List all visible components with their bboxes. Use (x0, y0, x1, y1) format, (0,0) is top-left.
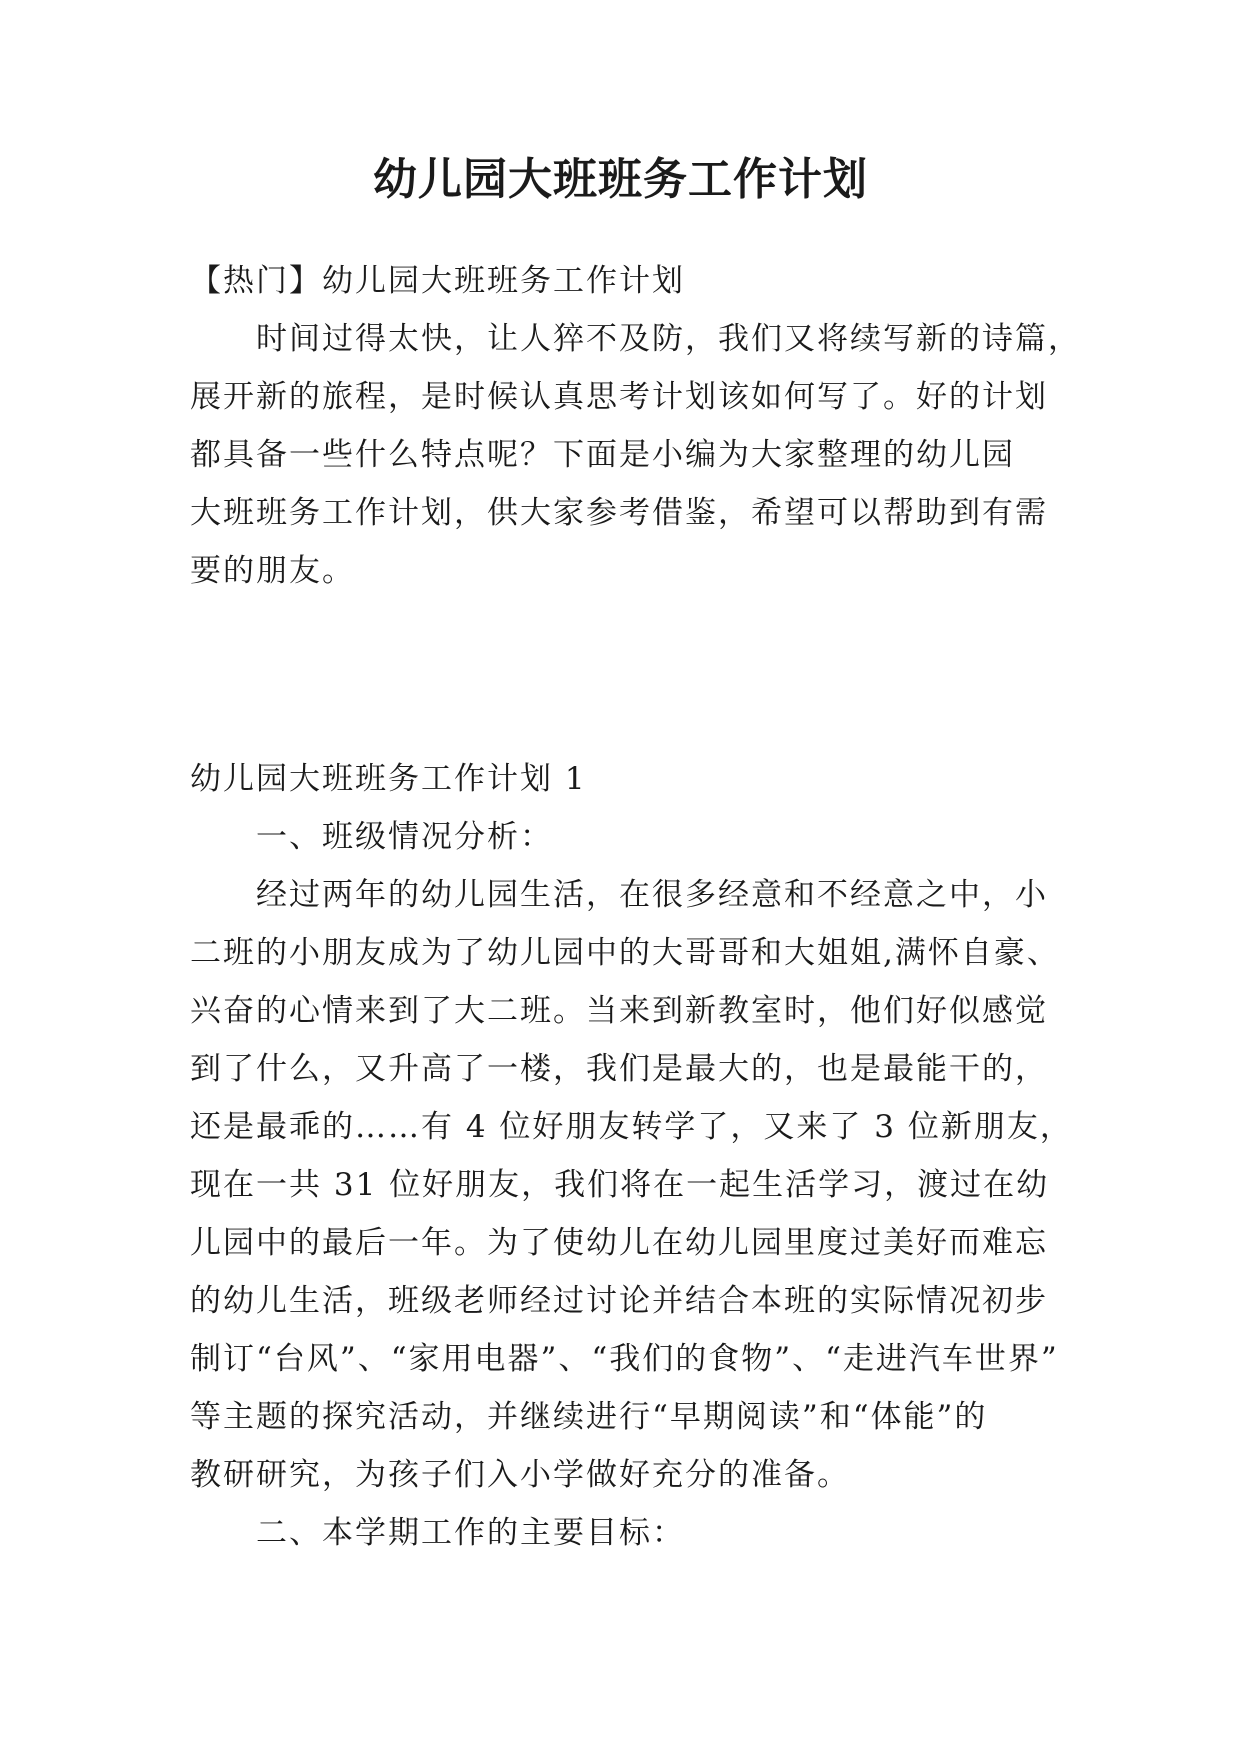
paragraph-line: 二班的小朋友成为了幼儿园中的大哥哥和大姐姐,满怀自豪、 (190, 935, 1060, 971)
intro-block (190, 252, 1081, 600)
section-title: 幼儿园大班班务工作计划 1 (190, 761, 587, 797)
paragraph-line: 制订“台风”、“家用电器”、“我们的食物”、“走进汽车世界” (190, 1341, 1059, 1377)
paragraph-line: 教研研究，为孩子们入小学做好充分的准备。 (190, 1457, 850, 1493)
section-block (190, 750, 1073, 1562)
document-title: 幼儿园大班班务工作计划 (373, 154, 868, 205)
paragraph-line: 儿园中的最后一年。为了使幼儿在幼儿园里度过美好而难忘 (190, 1225, 1048, 1261)
paragraph-line: 还是最乖的……有 4 位好朋友转学了，又来了 3 位新朋友， (190, 1109, 1073, 1145)
paragraph-line: 现在一共 31 位好朋友，我们将在一起生活学习，渡过在幼 (190, 1167, 1050, 1203)
paragraph-line: 经过两年的幼儿园生活，在很多经意和不经意之中，小 (256, 877, 1048, 913)
paragraph-line: 等主题的探究活动，并继续进行“早期阅读”和“体能”的 (190, 1399, 988, 1435)
intro-heading: 【热门】幼儿园大班班务工作计划 (190, 263, 685, 299)
section-heading: 二、本学期工作的主要目标： (256, 1515, 685, 1551)
intro-line: 要的朋友。 (190, 553, 355, 589)
intro-line: 都具备一些什么特点呢？下面是小编为大家整理的幼儿园 (190, 437, 1015, 473)
paragraph-line: 的幼儿生活，班级老师经过讨论并结合本班的实际情况初步 (190, 1283, 1048, 1319)
section-heading: 一、班级情况分析： (256, 819, 553, 855)
paragraph-line: 到了什么，又升高了一楼，我们是最大的，也是最能干的， (190, 1051, 1048, 1087)
intro-line: 大班班务工作计划，供大家参考借鉴，希望可以帮助到有需 (190, 495, 1048, 531)
paragraph-line: 兴奋的心情来到了大二班。当来到新教室时，他们好似感觉 (190, 993, 1048, 1029)
intro-line: 展开新的旅程，是时候认真思考计划该如何写了。好的计划 (190, 379, 1048, 415)
intro-line: 时间过得太快，让人猝不及防，我们又将续写新的诗篇， (256, 321, 1081, 357)
